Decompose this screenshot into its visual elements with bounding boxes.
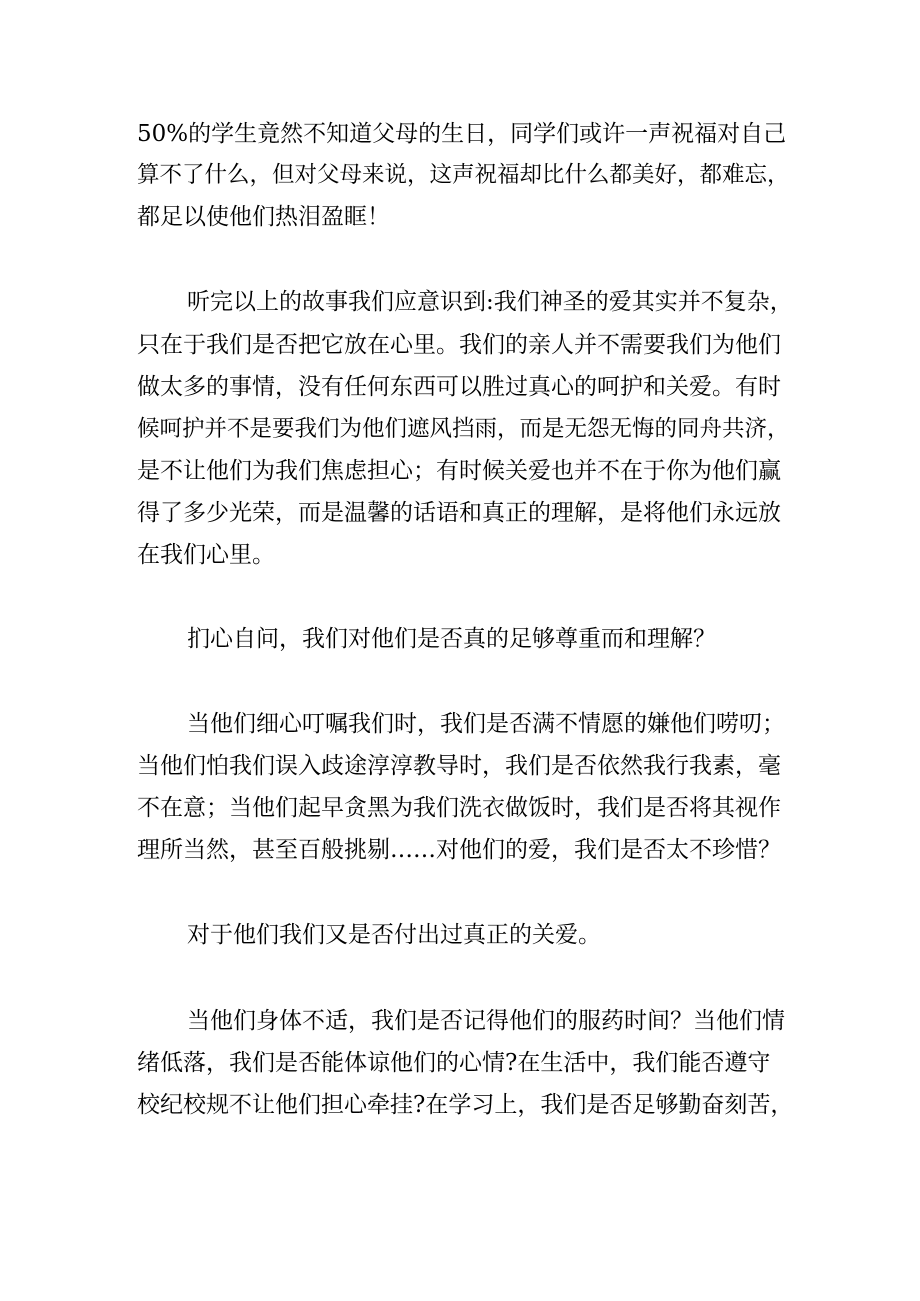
paragraph-6-line-3: 校纪校规不让他们担心牵挂?在学习上，我们是否足够勤奋刻苦，: [137, 1092, 794, 1118]
paragraph-2-line-3: 做太多的事情，没有任何东西可以胜过真心的呵护和关爱。有时: [137, 374, 781, 400]
paragraph-6-line-1: 当他们身体不适，我们是否记得他们的服药时间？当他们情: [187, 1008, 785, 1034]
paragraph-4-line-2: 当他们怕我们误入歧途淳淳教导时，我们是否依然我行我素，毫: [137, 753, 781, 779]
paragraph-4-line-3: 不在意；当他们起早贪黑为我们洗衣做饭时，我们是否将其视作: [137, 795, 781, 821]
paragraph-2-line-7: 在我们心里。: [137, 542, 275, 568]
paragraph-1-line-2: 算不了什么，但对父母来说，这声祝福却比什么都美好，都难忘，: [137, 162, 790, 188]
paragraph-2-line-5: 是不让他们为我们焦虑担心；有时候关爱也并不在于你为他们赢: [137, 458, 781, 484]
paragraph-5-line-1: 对于他们我们又是否付出过真正的关爱。: [187, 922, 601, 948]
paragraph-2-line-4: 候呵护并不是要我们为他们遮风挡雨，而是无怨无悔的同舟共济，: [137, 416, 790, 442]
paragraph-4-line-1: 当他们细心叮嘱我们时，我们是否满不情愿的嫌他们唠叨；: [187, 711, 785, 737]
paragraph-1-line-3: 都足以使他们热泪盈眶！: [137, 204, 390, 230]
paragraph-6-line-2: 绪低落，我们是否能体谅他们的心情?在生活中，我们能否遵守: [137, 1050, 771, 1076]
paragraph-2-line-2: 只在于我们是否把它放在心里。我们的亲人并不需要我们为他们: [137, 332, 781, 358]
paragraph-1-line-1: 50%的学生竟然不知道父母的生日，同学们或许一声祝福对自己: [137, 121, 787, 147]
paragraph-4-line-4: 理所当然，甚至百般挑剔……对他们的爱，我们是否太不珍惜？: [137, 837, 781, 863]
paragraph-3-line-1: 扪心自问，我们对他们是否真的足够尊重而和理解？: [187, 626, 716, 652]
paragraph-2-line-6: 得了多少光荣，而是温馨的话语和真正的理解，是将他们永远放: [137, 500, 781, 526]
paragraph-2-line-1: 听完以上的故事我们应意识到:我们神圣的爱其实并不复杂，: [187, 289, 793, 315]
